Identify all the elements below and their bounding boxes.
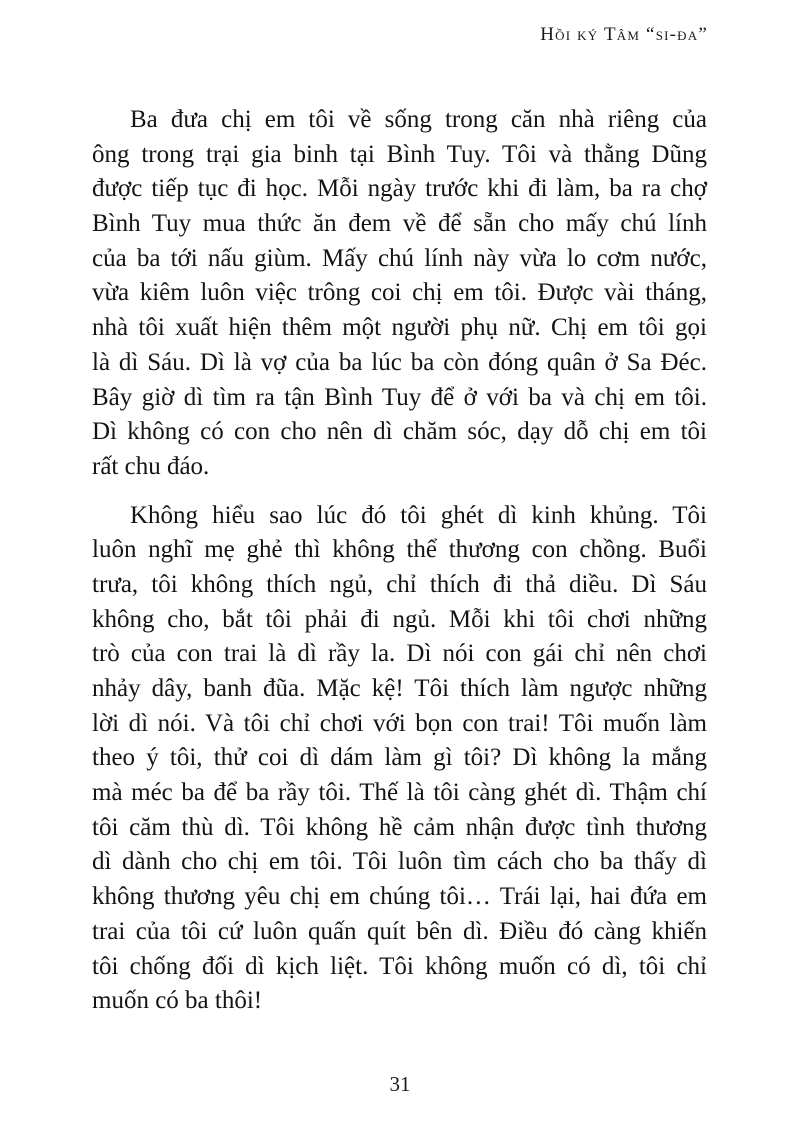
text-line: tôi chống đối dì kịch liệt. Tôi không muốn có dì, tôi chỉ — [92, 952, 707, 980]
text-line: nhà tôi xuất hiện thêm một người phụ nữ. Chị em tôi gọi — [92, 314, 707, 342]
page-number: 31 — [389, 1072, 411, 1096]
text-line: ông trong trại gia binh tại Bình Tuy. Tôi và thằng Dũng — [92, 140, 707, 168]
text-line: là dì Sáu. Dì là vợ của ba lúc ba còn đóng quân ở Sa Đéc. — [92, 348, 707, 376]
text-line: trưa, tôi không thích ngủ, chỉ thích đi thả diều. Dì Sáu — [92, 570, 707, 598]
text-line: rất chu đáo. — [92, 452, 210, 480]
text-line: dì dành cho chị em tôi. Tôi luôn tìm cách cho ba thấy dì — [92, 848, 707, 876]
running-head-title: Hồi ký Tâm “si-đa” — [540, 24, 708, 45]
text-line: được tiếp tục đi học. Mỗi ngày trước khi đi làm, ba ra chợ — [92, 175, 707, 203]
text-line: Không hiểu sao lúc đó tôi ghét dì kinh khủng. Tôi — [130, 501, 707, 529]
text-line: tôi căm thù dì. Tôi không hề cảm nhận được tình thương — [92, 813, 707, 841]
paragraph — [92, 103, 707, 485]
text-line: nhảy dây, banh đũa. Mặc kệ! Tôi thích làm ngược những — [92, 675, 707, 702]
text-line: mà méc ba để ba rầy tôi. Thế là tôi càng ghét dì. Thậm chí — [92, 779, 707, 807]
paragraph — [92, 499, 707, 1019]
text-line: không cho, bắt tôi phải đi ngủ. Mỗi khi tôi chơi những — [92, 605, 707, 633]
text-line: Bình Tuy mua thức ăn đem về để sẵn cho mấy chú lính — [92, 210, 707, 238]
text-line: lời dì nói. Và tôi chỉ chơi với bọn con trai! Tôi muốn làm — [92, 709, 707, 737]
text-line: Dì không có con cho nên dì chăm sóc, dạy dỗ chị em tôi — [92, 418, 707, 446]
body-text — [92, 103, 707, 1019]
text-line: luôn nghĩ mẹ ghẻ thì không thể thương con chồng. Buổi — [92, 536, 707, 564]
text-line: của ba tới nấu giùm. Mấy chú lính này vừa lo cơm nước, — [92, 244, 707, 272]
text-line: muốn có ba thôi! — [92, 987, 263, 1015]
text-line: Bây giờ dì tìm ra tận Bình Tuy để ở với ba và chị em tôi. — [92, 383, 707, 411]
text-line: không thương yêu chị em chúng tôi… Trái lại, hai đứa em — [92, 883, 707, 911]
text-line: Ba đưa chị em tôi về sống trong căn nhà riêng của — [130, 106, 707, 133]
text-line: trai của tôi cứ luôn quấn quít bên dì. Điều đó càng khiến — [92, 917, 707, 945]
text-line: trò của con trai là dì rầy la. Dì nói con gái chỉ nên chơi — [92, 640, 707, 668]
text-line: theo ý tôi, thử coi dì dám làm gì tôi? Dì không la mắng — [92, 744, 707, 772]
text-line: vừa kiêm luôn việc trông coi chị em tôi. Được vài tháng, — [92, 279, 707, 307]
